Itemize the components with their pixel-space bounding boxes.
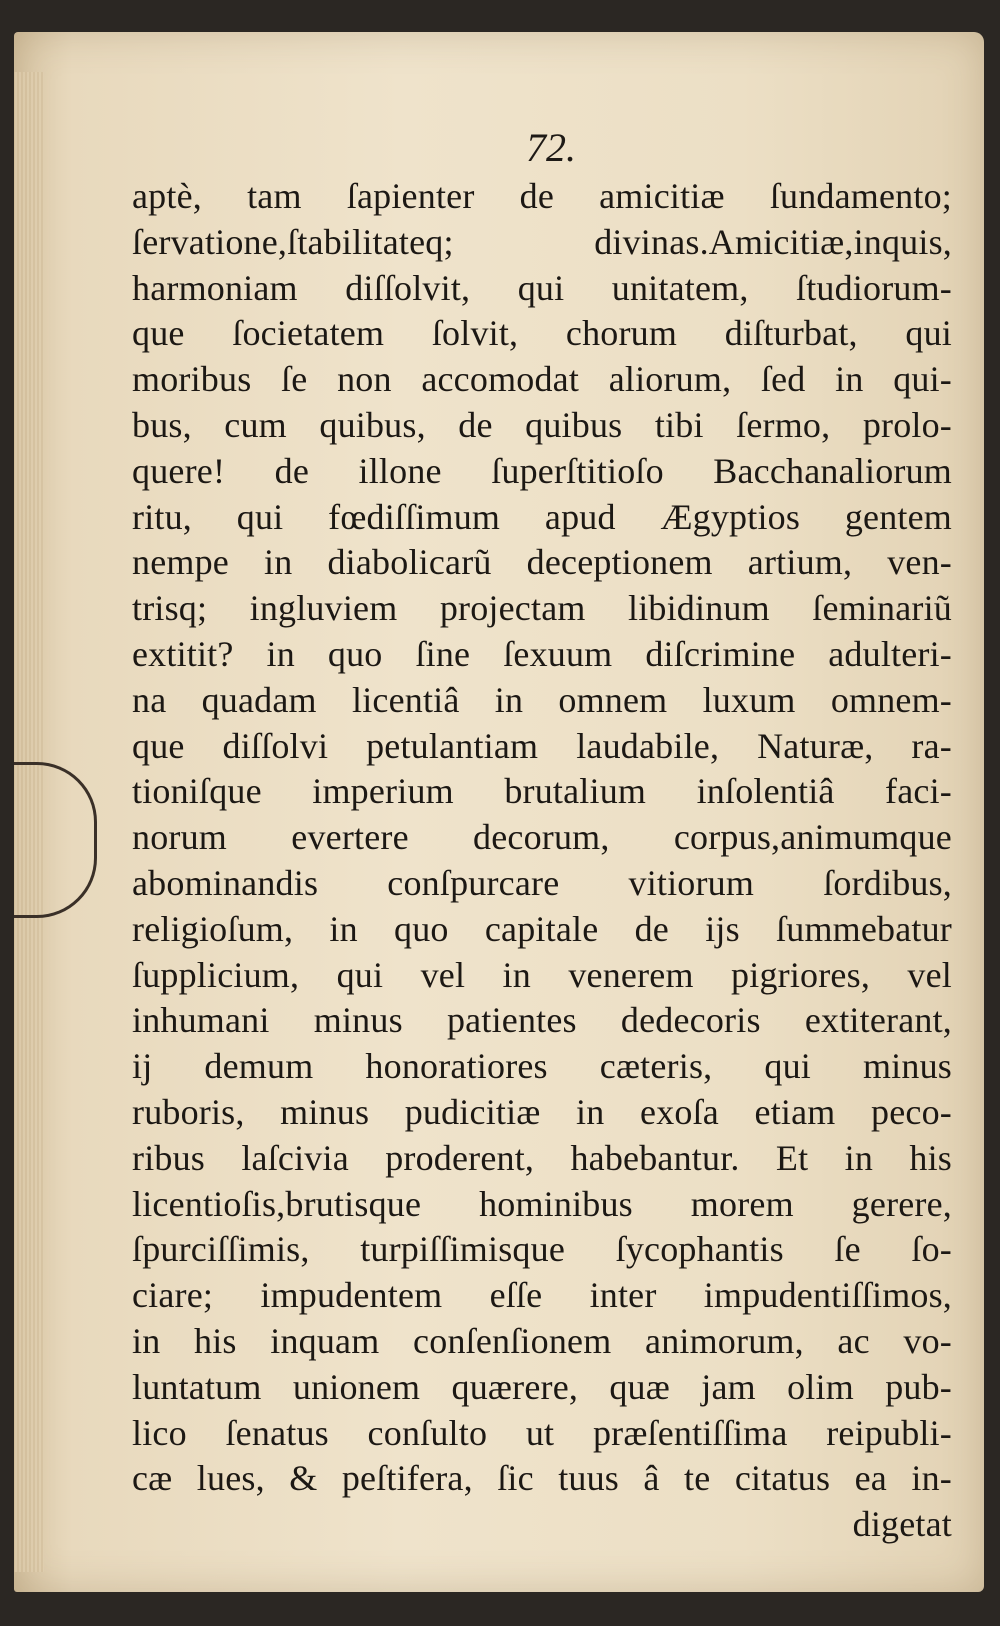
body-text	[132, 174, 952, 1548]
text-line: digetat	[852, 1504, 952, 1545]
text-line: ruboris, minus pudicitiæ in exoſa etiam peco-	[132, 1091, 952, 1132]
page-number: 72.	[526, 125, 576, 170]
text-line: ritu, qui fœdiſſimum apud Ægyptios gentem	[132, 496, 952, 537]
text-line: moribus ſe non accomodat aliorum, ſed in qui-	[132, 359, 952, 400]
text-line: harmoniam diſſolvit, qui unitatem, ſtudiorum-	[132, 267, 952, 308]
text-line: ſpurciſſimis, turpiſſimisque ſycophantis ſe ſo-	[132, 1229, 952, 1270]
text-line: que ſocietatem ſolvit, chorum diſturbat, qui	[132, 313, 952, 354]
text-line: na quadam licentiâ in omnem luxum omnem-	[132, 679, 952, 720]
text-line: norum evertere decorum, corpus,animumque	[132, 817, 952, 858]
text-line: cæ lues, & peſtifera, ſic tuus â te citatus ea in-	[132, 1458, 952, 1499]
text-line: tioniſque imperium brutalium inſolentiâ faci-	[132, 771, 952, 812]
clasp-decoration	[14, 762, 97, 918]
text-line: trisq; ingluviem projectam libidinum ſeminariũ	[132, 588, 952, 629]
book-page	[14, 32, 984, 1592]
text-line: extitit? in quo ſine ſexuum diſcrimine adulteri-	[132, 633, 952, 674]
text-line: nempe in diabolicarũ deceptionem artium, ven-	[132, 542, 952, 583]
text-line: inhumani minus patientes dedecoris extiterant,	[132, 1000, 952, 1041]
text-line: in his inquam conſenſionem animorum, ac vo-	[132, 1320, 952, 1361]
text-line: ſervatione,ſtabilitateq; divinas.Amicitiæ,inquis,	[132, 221, 952, 262]
text-line: ij demum honoratiores cæteris, qui minus	[132, 1046, 952, 1087]
text-line: ciare; impudentem eſſe inter impudentiſſimos,	[132, 1275, 952, 1316]
text-line: que diſſolvi petulantiam laudabile, Naturæ, ra-	[132, 725, 952, 766]
text-line: bus, cum quibus, de quibus tibi ſermo, prolo-	[132, 404, 952, 445]
text-line: luntatum unionem quærere, quæ jam olim pub-	[132, 1366, 952, 1407]
text-line: religioſum, in quo capitale de ijs ſummebatur	[132, 908, 952, 949]
text-line: ribus laſcivia proderent, habebantur. Et in his	[132, 1137, 952, 1178]
text-line: ſupplicium, qui vel in venerem pigriores, vel	[132, 954, 952, 995]
text-line: aptè, tam ſapienter de amicitiæ ſundamento;	[132, 176, 952, 216]
text-line: quere! de illone ſuperſtitioſo Bacchanaliorum	[132, 450, 952, 491]
text-line: lico ſenatus conſulto ut præſentiſſima reipubli-	[132, 1412, 952, 1453]
text-line: abominandis conſpurcare vitiorum ſordibus,	[132, 862, 952, 903]
text-line: licentioſis,brutisque hominibus morem gerere,	[132, 1183, 952, 1224]
